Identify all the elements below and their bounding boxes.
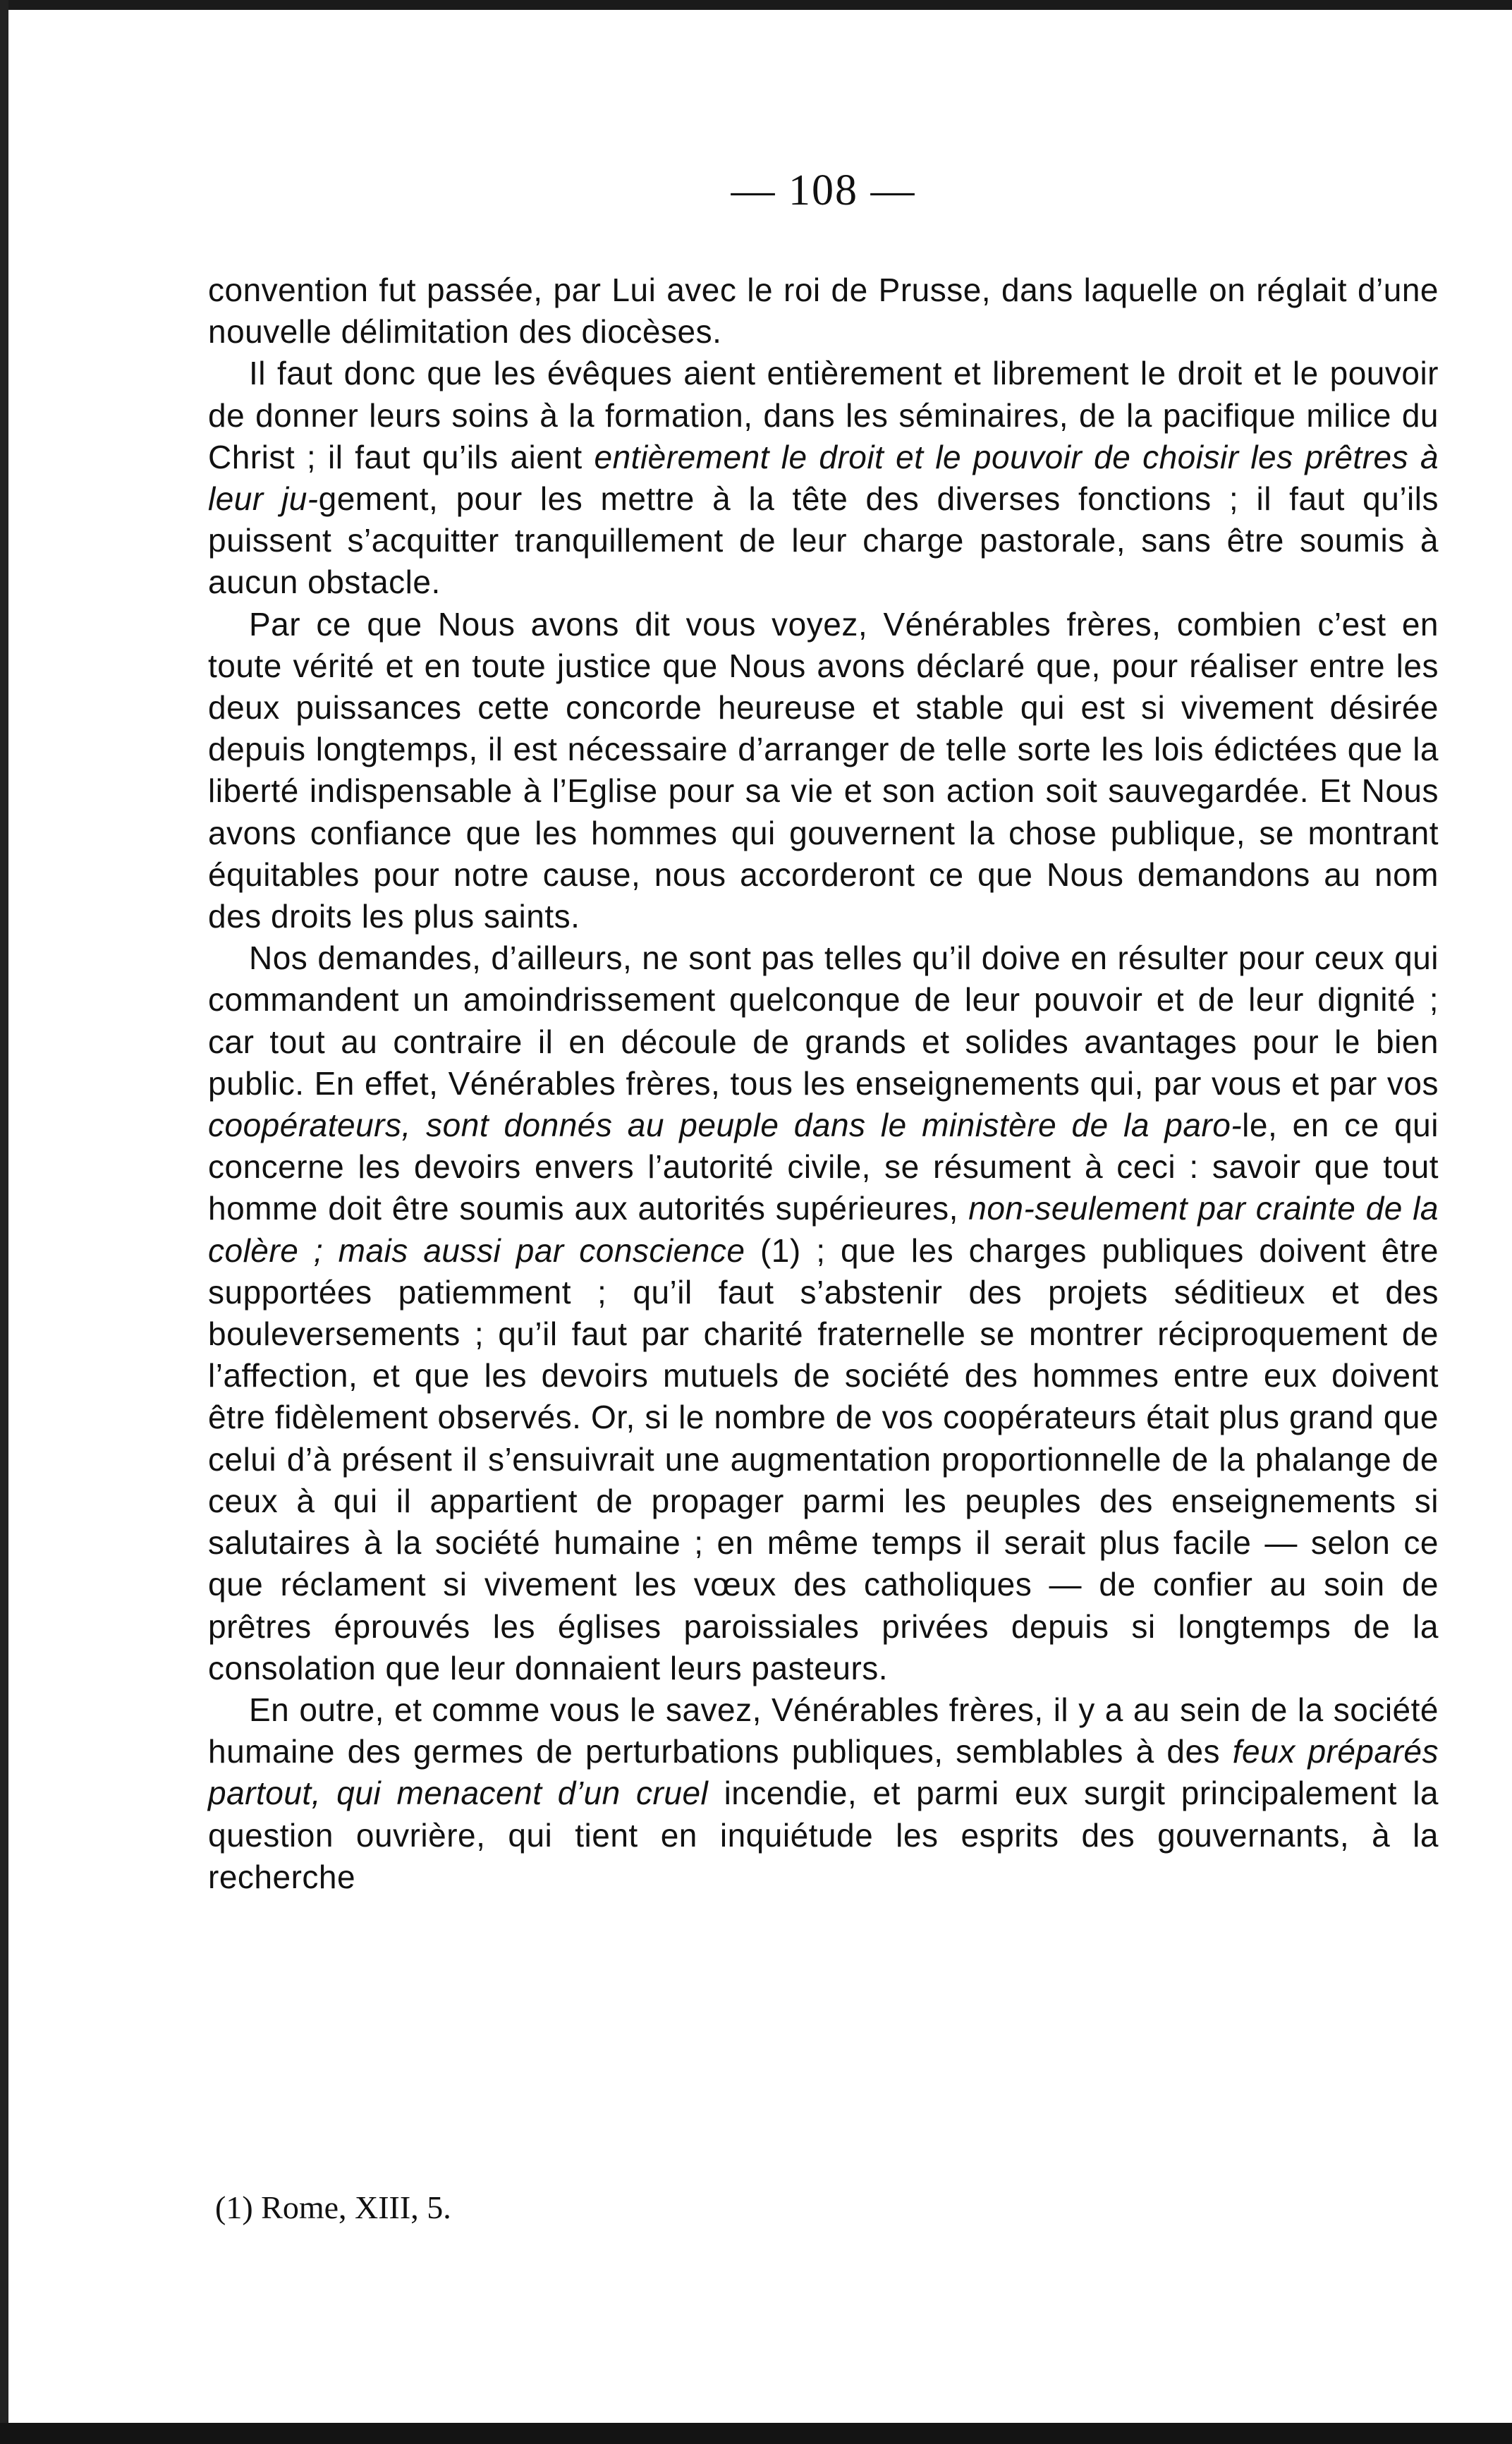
text-segment: Par ce que Nous avons dit vous voyez, Vénérables frères, combien c’est en toute vérité et en toute justice que Nous avons déclaré que, pour réaliser entre les deux puissances cette concorde heureuse et stable qui est si vivement désirée depuis longtemps, il est nécessaire d’arranger de telle sorte les lois édictées que la liberté indispensable à l’Eglise pour sa vie et son action soit sauvegardée. Et Nous avons confiance que les hommes qui gouvernent la chose publique, se montrant équitables pour notre cause, nous accorderont ce que Nous demandons au nom des droits les plus saints.: [208, 605, 1439, 935]
paragraph: [208, 937, 1439, 1689]
paragraph: [208, 353, 1439, 603]
text-segment: convention fut passée, par Lui avec le roi de Prusse, dans laquelle on réglait d’une nouvelle délimitation des diocèses.: [208, 272, 1439, 351]
text-segment: (1) ; que les charges publiques doivent être supportées patiemment ; qu’il faut s’abstenir des projets séditieux et des bouleversements ; qu’il faut par charité fraternelle se montrer réciproquement de l’affection, et que les devoirs mutuels de société des hommes entre eux doivent être fidèlement observés. Or, si le nombre de vos coopérateurs était plus grand que celui d’à présent il s’ensuivrait une augmentation proportionnelle de la phalange de ceux à qui il appartient de propager parmi les peuples des enseignements si salutaires à la société humaine ; en même temps il serait plus facile — selon ce que réclament si vivement les vœux des catholiques — de confier au soin de prêtres éprouvés les églises paroissiales privées depuis si longtemps de la consolation que leur donnaient leurs pasteurs.: [208, 1232, 1439, 1686]
paragraph: [208, 604, 1439, 938]
paragraph: [208, 1689, 1439, 1898]
text-segment: incendie, et parmi eux surgit principalement la question ouvrière, qui tient en inquiétude les esprits des gouvernants, à la recherche: [208, 1775, 1439, 1895]
italic-text-segment: coopérateurs, sont donnés au peuple dans le ministère de la paro-: [208, 1107, 1243, 1144]
scan-bottom-edge: [0, 2423, 1512, 2444]
text-segment: Il faut donc que les évêques aient entièrement et librement le droit et le pouvoir de donner leurs soins à la formation, dans les séminaires, de la pacifique milice du Christ ; il faut qu’ils aient: [208, 355, 1439, 475]
italic-text-segment: feux préparés partout, qui menacent d’un cruel: [208, 1733, 1439, 1812]
italic-text-segment: non-seulement par crainte de la colère ; mais aussi par conscience: [208, 1190, 1439, 1269]
text-segment: Nos demandes, d’ailleurs, ne sont pas telles qu’il doive en résulter pour ceux qui commandent un amoindrissement quelconque de leur pouvoir et de leur dignité ; car tout au contraire il en découle de grands et solides avantages pour le bien public. En effet, Vénérables frères, tous les enseignements qui, par vous et par vos: [208, 940, 1439, 1102]
italic-text-segment: entièrement le droit et le pouvoir de choisir les prêtres à leur ju-: [208, 438, 1439, 518]
text-segment: gement, pour les mettre à la tête des diverses fonctions ; il faut qu’ils puissent s’acquitter tranquillement de leur charge pastorale, sans être soumis à aucun obstacle.: [208, 480, 1439, 601]
page-number: — 108 —: [731, 166, 916, 214]
paragraph: [208, 269, 1439, 353]
text-segment: le, en ce qui concerne les devoirs envers l’autorité civile, se résument à ceci : savoir que tout homme doit être soumis aux autorités supérieures,: [208, 1107, 1439, 1227]
scan-top-edge: [0, 0, 1512, 10]
book-page: [208, 162, 1439, 1898]
text-segment: En outre, et comme vous le savez, Vénérables frères, il y a au sein de la société humaine des germes de perturbations publiques, semblables à des: [208, 1691, 1439, 1770]
footnote: (1) Rome, XIII, 5.: [215, 2189, 451, 2225]
body-text: [208, 269, 1439, 1898]
scan-left-edge: [0, 0, 8, 2444]
